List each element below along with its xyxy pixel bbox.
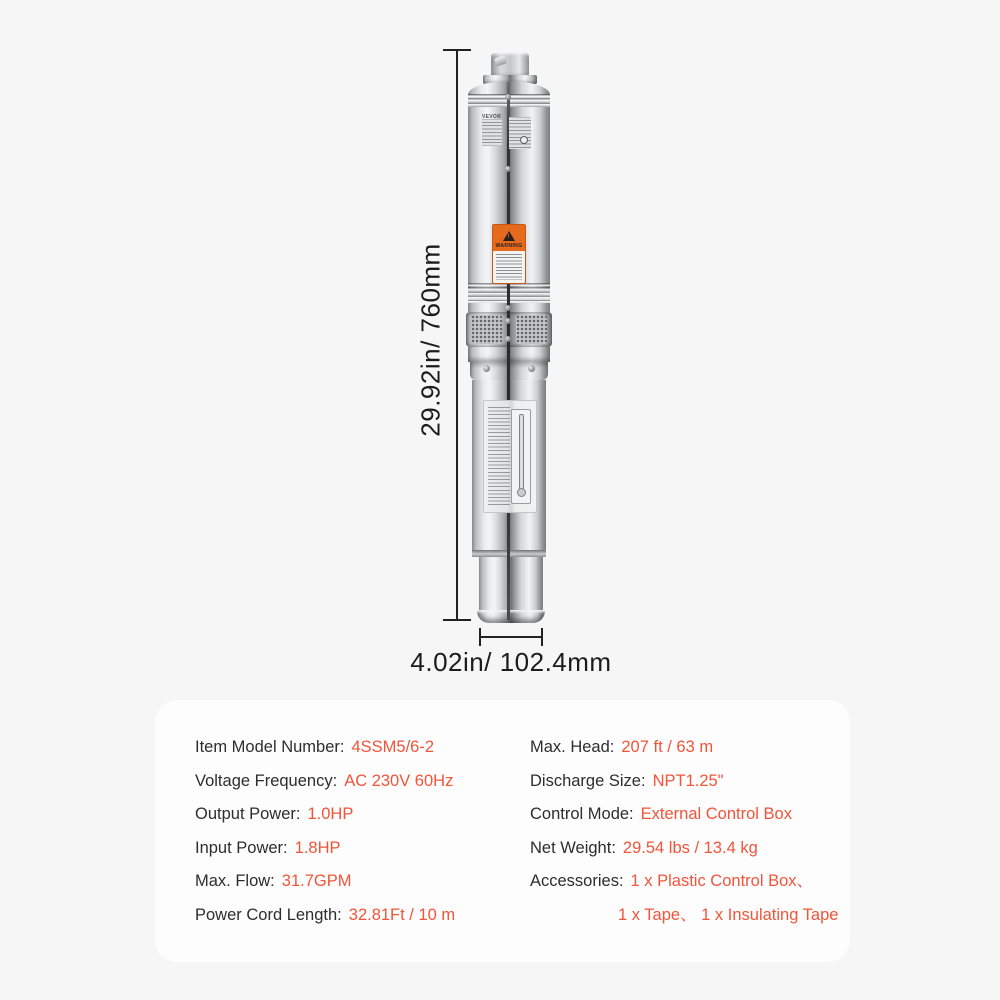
instruction-text-lines [488,407,510,506]
bolt-left [483,365,490,372]
nameplate-right [507,113,533,151]
spec-row-max-head [530,738,838,757]
spec-label: Max. Head: [530,738,615,756]
height-dimension-line [456,49,458,621]
brand-text: VEVOR [482,114,502,120]
base-rim [477,610,545,623]
pump-base-cylinder [479,557,543,610]
spec-value: 1 x Plastic Control Box、 [630,872,814,890]
spec-panel [155,700,850,962]
spec-row-power-cord-length [195,906,455,925]
pump-drawing [517,488,526,497]
rivet [505,166,511,172]
spec-value: 31.7GPM [281,872,352,890]
width-dimension-line [479,636,543,638]
rivet [505,94,511,100]
spec-label: Control Mode: [530,805,634,823]
width-dimension-label: 4.02in/ 102.4mm [410,647,612,677]
spec-value: 32.81Ft / 10 m [348,905,456,924]
spec-value: 207 ft / 63 m [621,738,714,756]
intake-mesh-right [516,315,547,344]
spec-row-accessories-continued [530,906,838,925]
spec-label: Input Power: [195,838,288,857]
spec-row-item-model-number [195,738,455,757]
spec-column-left [195,738,455,924]
spec-label: Discharge Size: [530,771,646,790]
certification-icon [520,136,528,144]
cable-seam [507,82,510,620]
pump-image [468,53,550,623]
spec-row-discharge-size [530,772,838,791]
mesh-nut [505,336,511,342]
warning-title: WARNING [495,243,523,249]
spec-value: 1.0HP [307,805,354,823]
warning-label [492,224,526,284]
warning-text-lines [496,254,522,280]
spec-label: Voltage Frequency: [195,771,338,790]
nameplate-label [480,113,533,151]
spec-value: NPT1.25" [652,771,724,790]
spec-label: Max. Flow: [195,872,275,890]
spec-row-net-weight [530,839,838,858]
spec-value: External Control Box [640,805,792,823]
spec-label: Output Power: [195,805,301,823]
spec-label: Item Model Number: [195,738,345,756]
spec-value: 1 x Tape、 1 x Insulating Tape [618,905,839,924]
spec-row-control-mode [530,805,838,824]
well-pipe-drawing [519,414,524,494]
warning-triangle-icon [503,231,515,241]
warning-label-header [493,225,525,251]
spec-row-output-power [195,805,455,824]
height-dimension-label: 29.92in/ 760mm [415,243,446,437]
bolt-right [528,365,535,372]
spec-label: Accessories: [530,872,624,890]
spec-value: 1.8HP [294,838,341,857]
spec-column-right [530,738,838,924]
spec-row-input-power [195,839,455,858]
intake-mesh-left [471,315,502,344]
spec-row-accessories [530,872,838,891]
installation-diagram [511,409,531,504]
spec-label: Power Cord Length: [195,905,342,924]
spec-value: AC 230V 60Hz [344,771,454,790]
spec-row-voltage-frequency [195,772,455,791]
rivet [505,305,511,311]
spec-label: Net Weight: [530,838,616,857]
spec-row-max-flow [195,872,455,891]
spec-value: 29.54 lbs / 13.4 kg [622,838,758,857]
instruction-label [483,400,537,513]
mesh-nut [505,318,511,324]
spec-value: 4SSM5/6-2 [351,738,435,756]
